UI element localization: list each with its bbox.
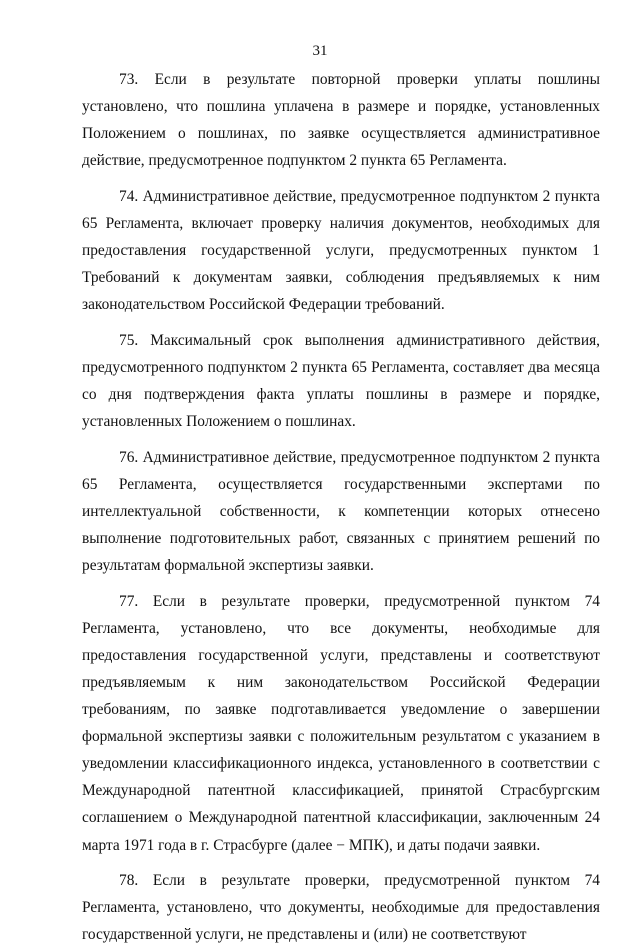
paragraph-78: 78. Если в результате проверки, предусмотренной пунктом 74 Регламента, установлено, что документы, необходимые для предоставления государственной услуги, не представлены и (или) не соответствуют	[82, 872, 600, 944]
paragraph-76: 76. Административное действие, предусмотренное подпунктом 2 пункта 65 Регламента, осуществляется государственными экспертами по интеллектуальной собственности, к компетенции которых отнесено выполнение подготовительных работ, связанных с принятием решений по результатам формальной экспертизы заявки.	[82, 448, 600, 575]
body-text	[82, 66, 600, 948]
paragraph-74: 74. Административное действие, предусмотренное подпунктом 2 пункта 65 Регламента, включает проверку наличия документов, необходимых для предоставления государственной услуги, предусмотренных пунктом 1 Требований к документам заявки, соблюдения предъявляемых к ним законодательством Российской Федерации требований.	[82, 187, 600, 314]
paragraph-77: 77. Если в результате проверки, предусмотренной пунктом 74 Регламента, установлено, что все документы, необходимые для предоставления государственной услуги, представлены и соответствуют предъявляемым к ним законодательством Российской Федерации требованиям, по заявке подготавливается уведомление о завершении формальной экспертизы заявки с положительным результатом с указанием в уведомлении классификационного индекса, установленного в соответствии с Международной патентной классификацией, принятой Страсбургским соглашением о Международной патентной классификации, заключенным 24 марта 1971 года в г. Страсбурге (далее − МПК), и даты подачи заявки.	[82, 592, 600, 854]
paragraph-75: 75. Максимальный срок выполнения административного действия, предусмотренного подпунктом 2 пункта 65 Регламента, составляет два месяца со дня подтверждения факта уплаты пошлины в размере и порядке, установленных Положением о пошлинах.	[82, 331, 600, 431]
page-number: 31	[312, 43, 328, 59]
paragraph-73: 73. Если в результате повторной проверки уплаты пошлины установлено, что пошлина уплачена в размере и порядке, установленных Положением о пошлинах, по заявке осуществляется административное действие, предусмотренное подпунктом 2 пункта 65 Регламента.	[82, 71, 600, 170]
